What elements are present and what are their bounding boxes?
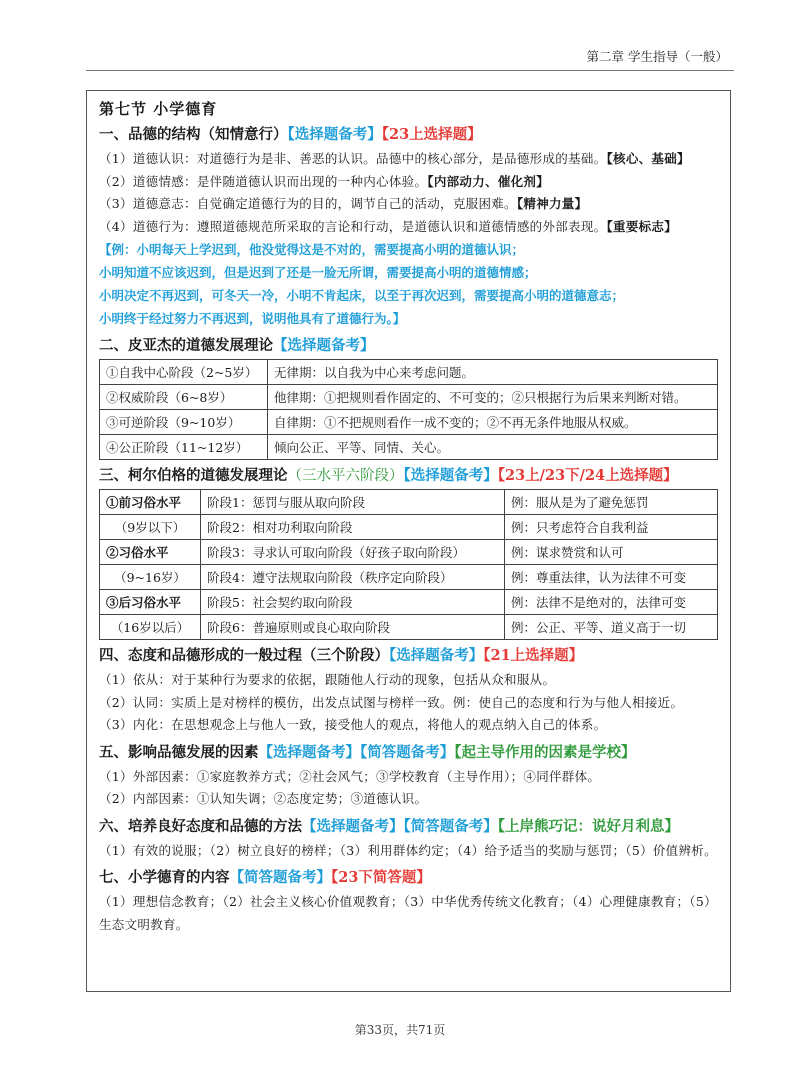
table-row — [100, 385, 718, 410]
kohlberg-stage: 阶段6：普遍原则或良心取向阶段 — [201, 615, 505, 640]
page-header: 第二章 学生指导（一般） — [586, 49, 728, 64]
s4-item-1: （1）依从：对于某种行为要求的依据，跟随他人行动的现象，包括从众和服从。 — [99, 672, 556, 687]
section-title: 第七节 小学德育 — [99, 100, 218, 118]
s7-tag-year: 【23下简答题】 — [331, 869, 431, 886]
table-row — [100, 490, 718, 515]
s1-example-3: 小明决定不再迟到，可冬天一冷，小明不肯起床，以至于再次迟到，需要提高小明的道德意志； — [99, 288, 625, 303]
table-row — [100, 360, 718, 385]
s4-title: 四、态度和品德形成的一般过程（三个阶段） — [99, 647, 389, 664]
s7-text: （1）理想信念教育；（2）社会主义核心价值观教育；（3）中华优秀传统文化教育；（4）心理健康教育；（5）生态文明教育。 — [99, 894, 717, 932]
kohlberg-level-age: （9岁以下） — [100, 515, 201, 540]
s2-tag-exam: 【选择题备考】 — [273, 337, 375, 354]
s6-tag-exam: 【选择题备考】 — [302, 817, 404, 835]
kohlberg-example: 例：法律不是绝对的，法律可变 — [505, 590, 718, 615]
kohlberg-example: 例：只考虑符合自我利益 — [505, 515, 718, 540]
s7-title: 七、小学德育的内容 — [99, 869, 230, 886]
s1-item-1-text: （1）道德认识：对道德行为是非、善恶的认识。品德中的核心部分，是品德形成的基础。 — [99, 151, 607, 166]
s4-heading — [99, 646, 718, 666]
table-row — [100, 410, 718, 435]
s1-item-3-text: （3）道德意志：自觉确定道德行为的目的，调节自己的活动，克服困难。 — [99, 196, 517, 211]
s1-tag-year: 【23上选择题】 — [381, 126, 482, 143]
s4-tag-year: 【21上选择题】 — [483, 647, 584, 664]
s1-item-4-text: （4）道德行为：遵照道德规范所采取的言论和行动，是道德认识和道德情感的外部表现。 — [99, 218, 607, 234]
s1-item-1-tag: 【核心、基础】 — [606, 151, 690, 166]
s5-item-1: （1）外部因素：①家庭教养方式；②社会风气；③学校教育（主导作用）；④同伴群体。 — [99, 768, 601, 784]
s1-example-4: 小明终于经过努力不再迟到，说明他具有了道德行为。】 — [99, 311, 406, 326]
s1-item-2-tag: 【内部动力、催化剂】 — [427, 173, 550, 189]
s5-tag-exam: 【选择题备考】 — [258, 743, 360, 761]
s1-item-2-text: （2）道德情感：是伴随道德认识而出现的一种内心体验。 — [99, 173, 428, 189]
table-row — [100, 435, 718, 460]
s7-heading — [99, 868, 718, 888]
s1-item-1 — [99, 148, 718, 171]
s3-tag-levels: （三水平六阶段） — [287, 468, 404, 484]
piaget-stage: ②权威阶段（6~8岁） — [100, 385, 268, 410]
s1-heading — [99, 125, 718, 145]
s3-tag-year: 【23上/23下/24上选择题】 — [497, 467, 678, 484]
s1-example-2: 小明知道不应该迟到，但是迟到了还是一脸无所谓，需要提高小明的道德情感； — [99, 265, 537, 280]
kohlberg-stage: 阶段2：相对功利取向阶段 — [201, 515, 505, 540]
s3-tag-exam: 【选择题备考】 — [403, 467, 498, 484]
piaget-desc: 他律期：①把规则看作固定的、不可变的；②只根据行为后果来判断对错。 — [268, 385, 718, 410]
piaget-stage: ④公正阶段（11~12岁） — [100, 435, 268, 460]
kohlberg-level-name: ①前习俗水平 — [100, 490, 201, 515]
s6-text: （1）有效的说服；（2）树立良好的榜样；（3）利用群体约定；（4）给予适当的奖励与惩罚；（5）价值辨析。 — [99, 842, 717, 858]
s4-item-2: （2）认同：实质上是对榜样的模仿，出发点试图与榜样一致。例：使自己的态度和行为与他人相接近。 — [99, 694, 684, 710]
s7-tag-essay: 【简答题备考】 — [229, 869, 331, 886]
kohlberg-stage: 阶段1：惩罚与服从取向阶段 — [201, 490, 505, 515]
table-row — [100, 540, 718, 565]
piaget-table — [99, 359, 718, 460]
kohlberg-stage: 阶段5：社会契约取向阶段 — [201, 590, 505, 615]
s2-heading — [99, 336, 718, 356]
s1-item-3-tag: 【精神力量】 — [516, 196, 588, 211]
kohlberg-example: 例：服从是为了避免惩罚 — [505, 490, 718, 515]
s1-item-2 — [99, 171, 718, 194]
content-frame — [86, 90, 731, 992]
s2-title: 二、皮亚杰的道德发展理论 — [99, 337, 273, 354]
page-number: 第33页，共71页 — [354, 1023, 446, 1037]
s6-heading — [99, 817, 718, 837]
s4-tag-exam: 【选择题备考】 — [389, 647, 484, 664]
kohlberg-stage: 阶段4：遵守法规取向阶段（秩序定向阶段） — [201, 565, 505, 590]
table-row — [100, 565, 718, 590]
s5-tag-essay: 【简答题备考】 — [360, 743, 455, 761]
piaget-desc: 自律期：①不把规则看作一成不变的；②不再无条件地服从权威。 — [268, 410, 718, 435]
s1-tag-exam: 【选择题备考】 — [287, 126, 382, 143]
header-divider — [86, 70, 734, 71]
kohlberg-stage: 阶段3：寻求认可取向阶段（好孩子取向阶段） — [201, 540, 505, 565]
piaget-desc: 无律期：以自我为中心来考虑问题。 — [268, 360, 718, 385]
s1-item-3 — [99, 193, 718, 216]
s3-title: 三、柯尔伯格的道德发展理论 — [99, 467, 288, 484]
s6-tag-essay: 【简答题备考】 — [403, 817, 498, 835]
table-row — [100, 615, 718, 640]
kohlberg-level-age: （16岁以后） — [100, 615, 201, 640]
table-row — [100, 590, 718, 615]
s1-title: 一、品德的结构（知情意行） — [99, 126, 288, 143]
s6-title: 六、培养良好态度和品德的方法 — [99, 817, 302, 835]
table-row — [100, 515, 718, 540]
s4-item-3: （3）内化：在思想观念上与他人一致，接受他人的观点，将他人的观点纳入自己的体系。 — [99, 717, 607, 732]
piaget-desc: 倾向公正、平等、同情、关心。 — [268, 435, 718, 460]
kohlberg-level-name: ②习俗水平 — [100, 540, 201, 565]
kohlberg-example: 例：尊重法律，认为法律不可变 — [505, 565, 718, 590]
s5-heading — [99, 743, 718, 763]
kohlberg-table — [99, 489, 718, 640]
kohlberg-example: 例：公正、平等、道义高于一切 — [505, 615, 718, 640]
piaget-stage: ①自我中心阶段（2~5岁） — [100, 360, 268, 385]
s5-title: 五、影响品德发展的因素 — [99, 743, 259, 761]
s6-tag-mnemonic: 【上岸熊巧记：说好月利息】 — [497, 817, 679, 835]
s1-example-1: 【例：小明每天上学迟到，他没觉得这是不对的，需要提高小明的道德认识； — [99, 242, 525, 257]
s5-item-2: （2）内部因素：①认知失调；②态度定势；③道德认识。 — [99, 791, 428, 806]
s1-item-4-tag: 【重要标志】 — [606, 218, 678, 234]
s3-heading — [99, 466, 718, 486]
kohlberg-level-age: （9~16岁） — [100, 565, 201, 590]
kohlberg-example: 例：谋求赞赏和认可 — [505, 540, 718, 565]
piaget-stage: ③可逆阶段（9~10岁） — [100, 410, 268, 435]
s5-tag-note: 【起主导作用的因素是学校】 — [454, 743, 636, 761]
s1-item-4 — [99, 216, 718, 239]
kohlberg-level-name: ③后习俗水平 — [100, 590, 201, 615]
